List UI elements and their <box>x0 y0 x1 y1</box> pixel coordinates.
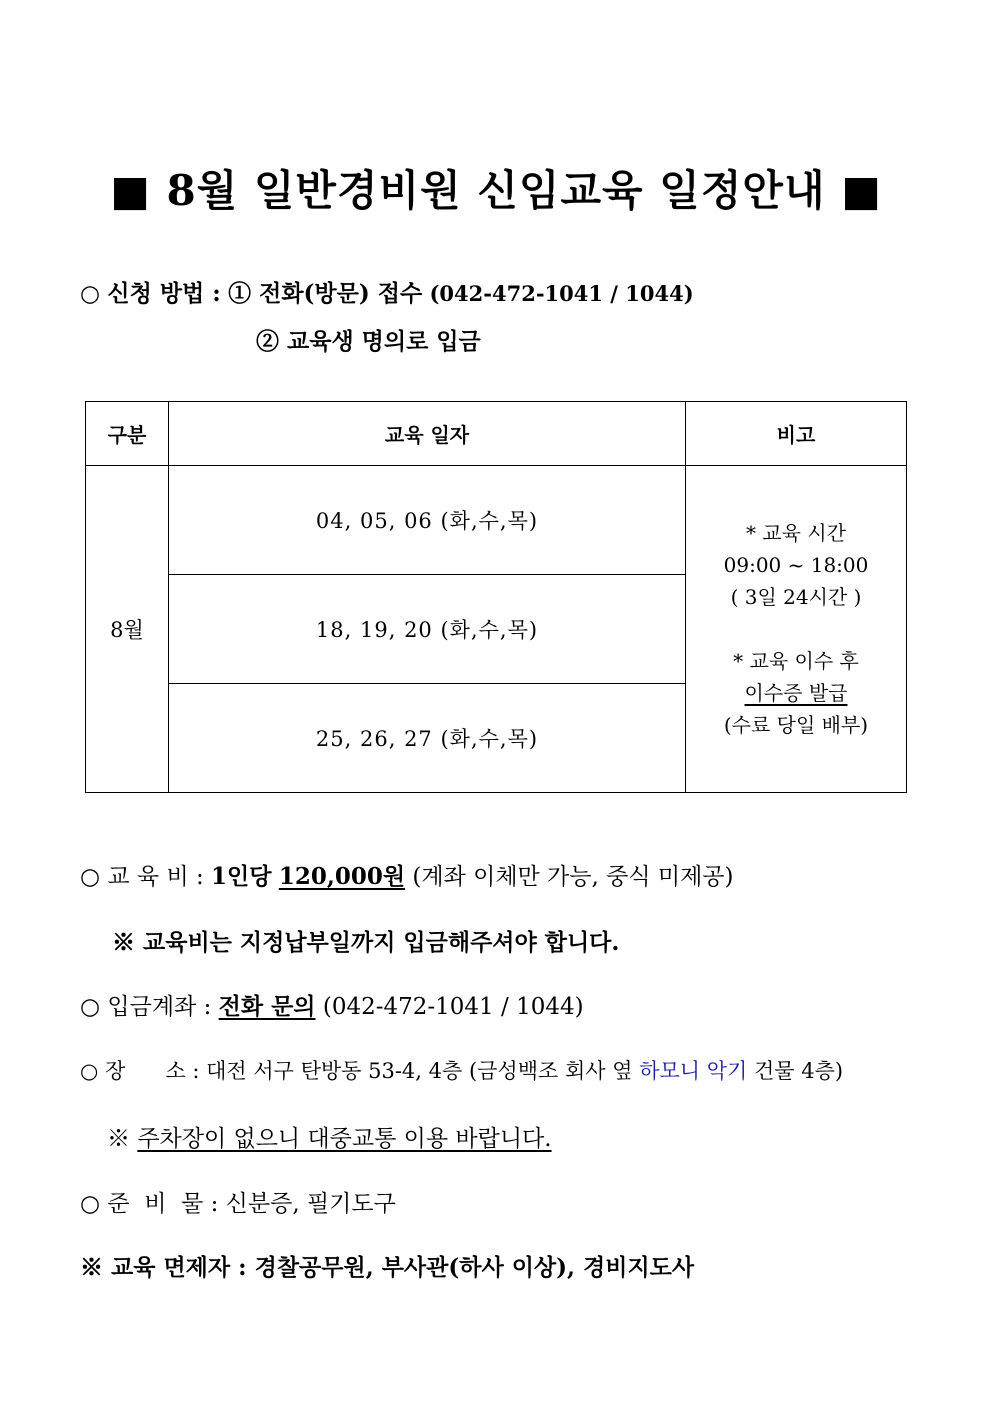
note-line: ( 3일 24시간 ) <box>730 585 862 609</box>
table-row <box>86 466 907 575</box>
fee-amount: 120,000원 <box>278 863 406 890</box>
apply-method-line <box>80 275 694 308</box>
date-cell: 04, 05, 06 (화,수,목) <box>169 466 686 575</box>
bullet: ○ <box>80 1059 99 1083</box>
remarks-cell <box>686 466 907 793</box>
note-line: * 교육 시간 <box>746 521 846 545</box>
fee-detail: (계좌 이체만 가능, 중식 미제공) <box>412 864 734 890</box>
note-line: 09:00 ~ 18:00 <box>723 553 869 577</box>
certificate-note: 이수증 발급 <box>744 681 848 705</box>
parking-notice <box>107 1120 552 1153</box>
table-header-row <box>86 402 907 466</box>
account-phone: (042-472-1041 / 1044) <box>322 994 584 1020</box>
note-line: * 교육 이수 후 <box>733 649 859 673</box>
supplies-label: 준 비 물 : <box>107 1191 219 1217</box>
bullet: ○ <box>80 1191 101 1217</box>
account-label: 입금계좌 : <box>107 994 212 1020</box>
exemption-note: ※ 교육 면제자 : 경찰공무원, 부사관(하사 이상), 경비지도사 <box>80 1254 695 1281</box>
fee-label: 교 육 비 : <box>107 864 204 890</box>
header-remarks: 비고 <box>686 402 907 466</box>
supplies-line <box>80 1185 396 1218</box>
header-dates: 교육 일자 <box>169 402 686 466</box>
place-line <box>80 1055 843 1085</box>
bullet: ○ <box>80 994 101 1020</box>
supplies-value: 신분증, 필기도구 <box>225 1191 396 1217</box>
bullet: ○ <box>80 281 101 307</box>
parking-notice-text: 주차장이 없으니 대중교통 이용 바랍니다. <box>137 1126 552 1152</box>
place-landmark: 하모니 악기 <box>639 1059 748 1083</box>
fee-line <box>80 858 734 891</box>
remarks-content <box>686 517 906 741</box>
place-address: 대전 서구 탄방동 53-4, 4층 (금성백조 회사 옆 <box>206 1059 633 1083</box>
account-line <box>80 988 584 1021</box>
notice-mark: ※ <box>107 1126 130 1152</box>
place-tail: 건물 4층) <box>754 1059 844 1083</box>
apply-method-2: ② 교육생 명의로 입금 <box>256 328 481 355</box>
place-label: 장 소 : <box>105 1059 200 1083</box>
month-cell: 8월 <box>86 466 169 793</box>
apply-phone: (042-472-1041 / 1044) <box>429 281 694 306</box>
date-cell: 18, 19, 20 (화,수,목) <box>169 575 686 684</box>
account-value: 전화 문의 <box>218 993 316 1020</box>
apply-method-1: ① 전화(방문) 접수 <box>228 280 423 307</box>
note-line: (수료 당일 배부) <box>723 713 869 737</box>
date-cell: 25, 26, 27 (화,수,목) <box>169 684 686 793</box>
schedule-table <box>85 401 907 793</box>
header-category: 구분 <box>86 402 169 466</box>
fee-per-person: 1인당 <box>211 863 272 890</box>
bullet: ○ <box>80 864 101 890</box>
fee-notice: ※ 교육비는 지정납부일까지 입금해주셔야 합니다. <box>112 929 620 956</box>
page-title: ■ 8월 일반경비원 신임교육 일정안내 ■ <box>110 166 882 215</box>
apply-label: 신청 방법 : <box>107 280 221 307</box>
